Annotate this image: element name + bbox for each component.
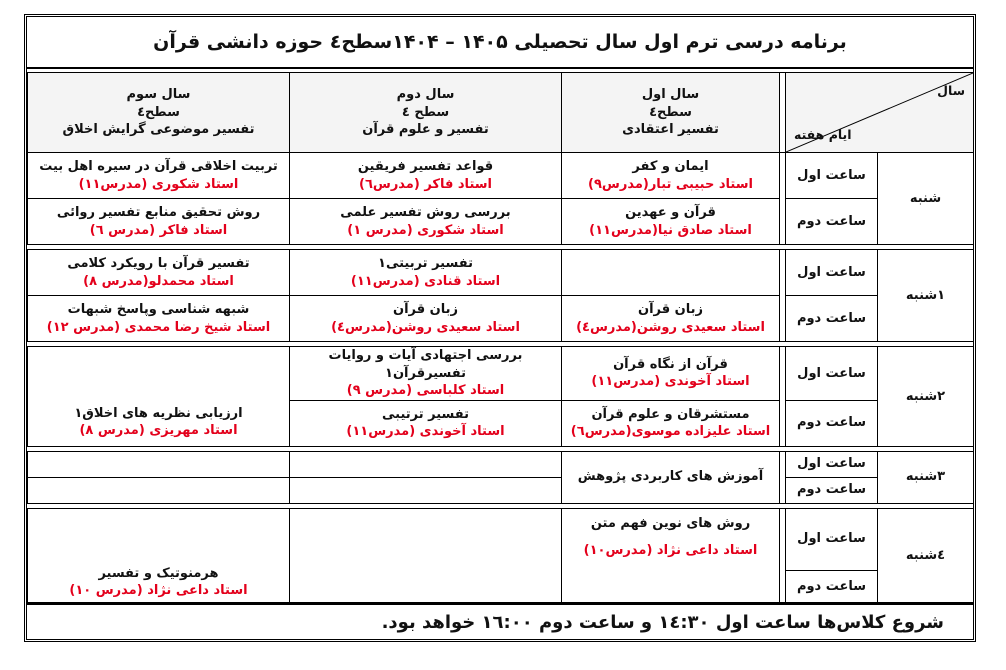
slot-first: ساعت اول — [786, 153, 878, 199]
class-cell: زبان قرآن استاد سعیدی روشن(مدرس٤) — [290, 296, 562, 342]
corner-year-label: سال — [937, 83, 965, 98]
class-cell: تفسیر تربیتی۱ استاد قنادی (مدرس۱۱) — [290, 250, 562, 296]
day-wednesday: ٤شنبه — [878, 508, 974, 604]
class-cell: زبان قرآن استاد سعیدی روشن(مدرس٤) — [562, 296, 780, 342]
class-cell — [28, 477, 290, 503]
corner-days-label: ایام هفته — [794, 127, 852, 143]
class-cell: قرآن از نگاه قرآن استاد آخوندی (مدرس۱۱) — [562, 347, 780, 401]
class-cell: هرمنوتیک و تفسیر استاد داعی نژاد (مدرس ۱۰) — [28, 508, 290, 604]
class-cell: مستشرقان و علوم قرآن استاد علیزاده موسوی(مدرس٦) — [562, 400, 780, 446]
class-cell: روش های نوین فهم متن استاد داعی نژاد (مدرس۱۰) — [562, 508, 780, 604]
class-cell: ارزیابی نظریه های اخلاق۱ استاد مهریزی (مدرس ۸) — [28, 347, 290, 447]
page-title: برنامه درسی ترم اول سال تحصیلی ۱۴۰۵ – ۱۴۰۴سطح٤ حوزه دانشی قرآن — [26, 17, 974, 69]
day-saturday: شنبه — [878, 153, 974, 245]
class-cell: آموزش های کاربردی پژوهش — [562, 451, 780, 503]
class-cell — [290, 477, 562, 503]
slot-first: ساعت اول — [786, 347, 878, 401]
year-header-1: سال اول سطح٤ تفسیر اعتقادی — [562, 73, 780, 153]
class-cell: قواعد تفسیر فریقین استاد فاکر (مدرس٦) — [290, 153, 562, 199]
schedule-table — [27, 72, 974, 605]
class-cell: تفسیر ترتیبی استاد آخوندی (مدرس۱۱) — [290, 400, 562, 446]
day-tuesday: ۳شنبه — [878, 451, 974, 503]
class-cell: روش تحقیق منابع تفسیر روائی استاد فاکر (مدرس ٦) — [28, 199, 290, 245]
slot-second: ساعت دوم — [786, 477, 878, 503]
slot-second: ساعت دوم — [786, 296, 878, 342]
slot-first: ساعت اول — [786, 451, 878, 477]
class-cell: شبهه شناسی وپاسخ شبهات استاد شیخ رضا محمدی (مدرس ۱۲) — [28, 296, 290, 342]
day-sunday: ۱شنبه — [878, 250, 974, 342]
slot-first: ساعت اول — [786, 508, 878, 570]
slot-second: ساعت دوم — [786, 400, 878, 446]
footer-note: شروع کلاس‌ها ساعت اول ۱٤:۳۰ و ساعت دوم ۱٦:۰۰ خواهد بود. — [26, 602, 974, 640]
class-cell: تربیت اخلاقی قرآن در سیره اهل بیت استاد شکوری (مدرس۱۱) — [28, 153, 290, 199]
class-cell: تفسیر قرآن با رویکرد کلامی استاد محمدلو(مدرس ۸) — [28, 250, 290, 296]
class-cell — [28, 451, 290, 477]
class-cell — [290, 508, 562, 604]
class-cell: بررسی روش تفسیر علمی استاد شکوری (مدرس ۱) — [290, 199, 562, 245]
class-cell: قرآن و عهدین استاد صادق نیا(مدرس۱۱) — [562, 199, 780, 245]
year-header-2: سال دوم سطح ٤ تفسیر و علوم قرآن — [290, 73, 562, 153]
day-monday: ۲شنبه — [878, 347, 974, 447]
slot-first: ساعت اول — [786, 250, 878, 296]
class-cell: بررسی اجتهادی آیات و روایات تفسیرقرآن۱ استاد کلباسی (مدرس ۹) — [290, 347, 562, 401]
class-cell: ایمان و کفر استاد حبیبی تبار(مدرس۹) — [562, 153, 780, 199]
slot-second: ساعت دوم — [786, 570, 878, 604]
class-cell — [562, 250, 780, 296]
year-header-3: سال سوم سطح٤ تفسیر موضوعی گرایش اخلاق — [28, 73, 290, 153]
corner-cell — [786, 73, 974, 153]
slot-second: ساعت دوم — [786, 199, 878, 245]
class-cell — [290, 451, 562, 477]
